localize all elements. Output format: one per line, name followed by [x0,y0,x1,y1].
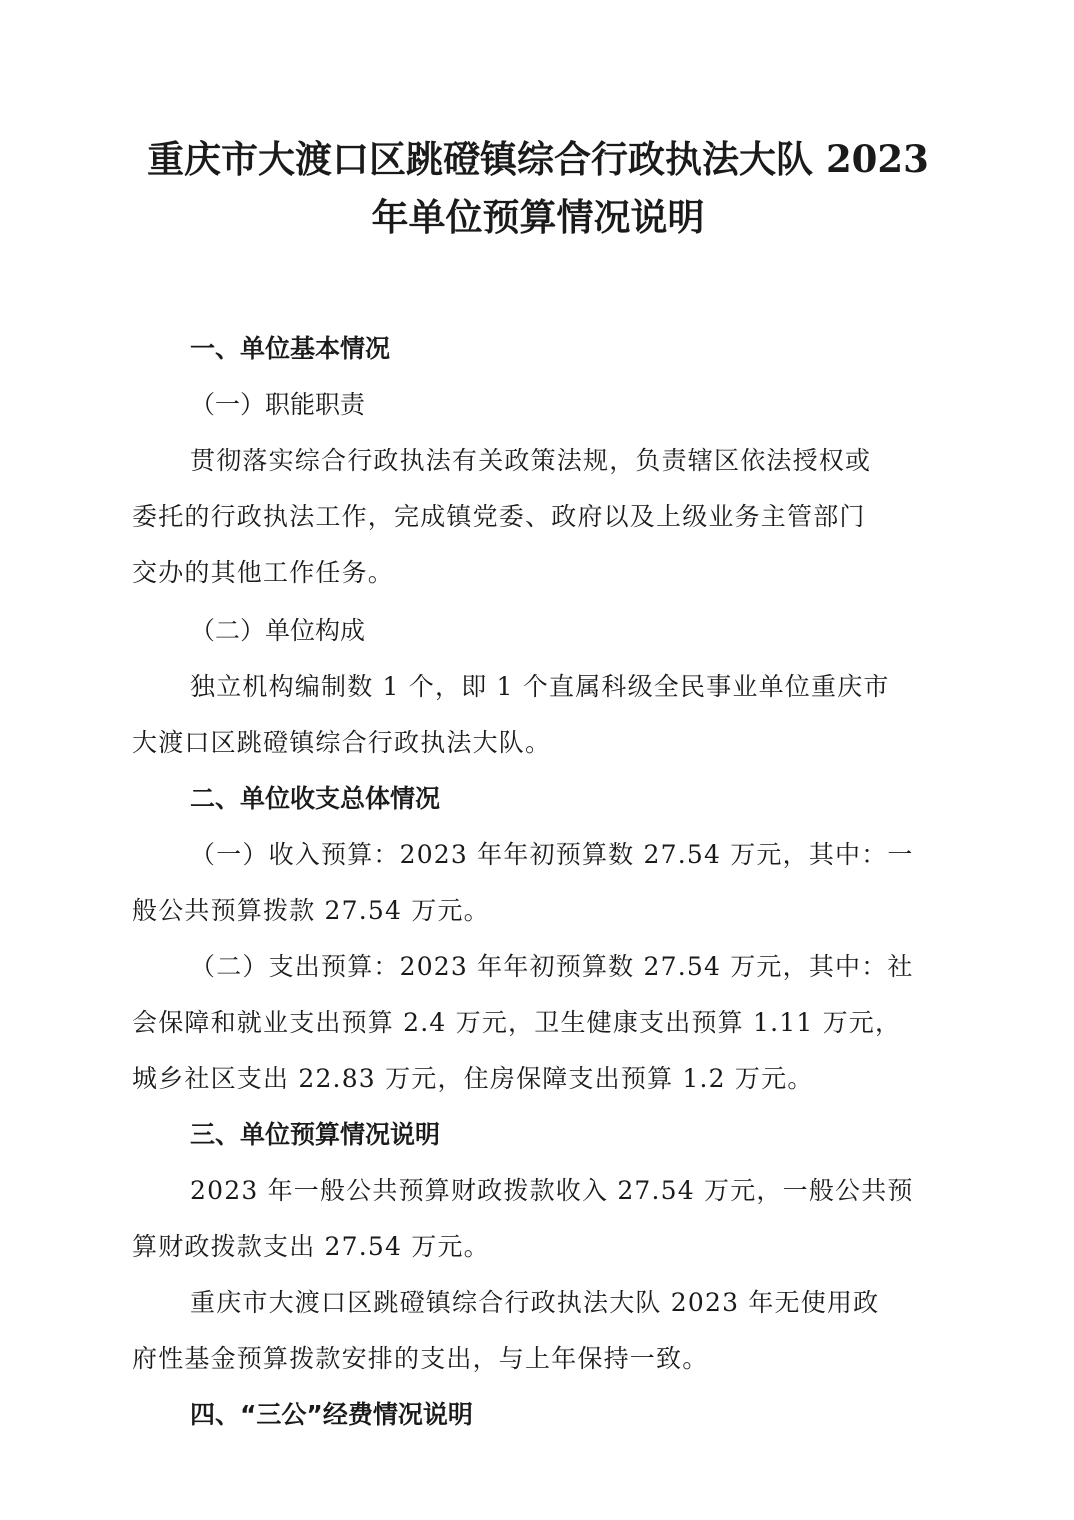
document-page [132,130,944,1443]
section-1-paragraph-2 [132,659,944,771]
paragraph-line: 会保障和就业支出预算 2.4 万元，卫生健康支出预算 1.11 万元， [132,1008,902,1037]
paragraph-line: 独立机构编制数 1 个，即 1 个直属科级全民事业单位重庆市 [190,672,890,701]
paragraph-line: 城乡社区支出 22.83 万元，住房保障支出预算 1.2 万元。 [132,1064,814,1093]
section-3-paragraph-2 [132,1275,944,1387]
section-2-heading: 二、单位收支总体情况 [190,784,441,813]
paragraph-line: （二）支出预算：2023 年年初预算数 27.54 万元，其中：社 [190,952,914,981]
paragraph-line: （一）收入预算：2023 年年初预算数 27.54 万元，其中：一 [190,840,914,869]
paragraph-line: 般公共预算拨款 27.54 万元。 [132,896,490,925]
paragraph-line: 委托的行政执法工作，完成镇党委、政府以及上级业务主管部门 [132,502,866,531]
section-2-paragraph-1 [132,827,944,939]
section-1-heading: 一、单位基本情况 [190,334,391,363]
paragraph-line: 交办的其他工作任务。 [132,558,395,587]
title-line-2: 年单位预算情况说明 [371,195,705,239]
section-2-paragraph-2 [132,939,944,1107]
paragraph-line: 大渡口区跳磴镇综合行政执法大队。 [132,728,552,757]
paragraph-line: 贯彻落实综合行政执法有关政策法规，负责辖区依法授权或 [190,446,872,475]
paragraph-line: 府性基金预算拨款安排的支出，与上年保持一致。 [132,1344,709,1373]
title-line-1: 重庆市大渡口区跳磴镇综合行政执法大队 2023 [147,137,929,181]
paragraph-line: 重庆市大渡口区跳磴镇综合行政执法大队 2023 年无使用政 [190,1288,880,1317]
section-1-sub-1: （一）职能职责 [190,390,366,419]
section-3-heading: 三、单位预算情况说明 [190,1120,441,1149]
section-3-paragraph-1 [132,1163,944,1275]
paragraph-line: 2023 年一般公共预算财政拨款收入 27.54 万元，一般公共预 [190,1176,914,1205]
section-1-sub-2: （二）单位构成 [190,616,366,645]
paragraph-line: 算财政拨款支出 27.54 万元。 [132,1232,490,1261]
section-4-heading: 四、“三公”经费情况说明 [190,1400,473,1429]
section-1-paragraph-1 [132,433,944,601]
document-title [132,130,944,246]
